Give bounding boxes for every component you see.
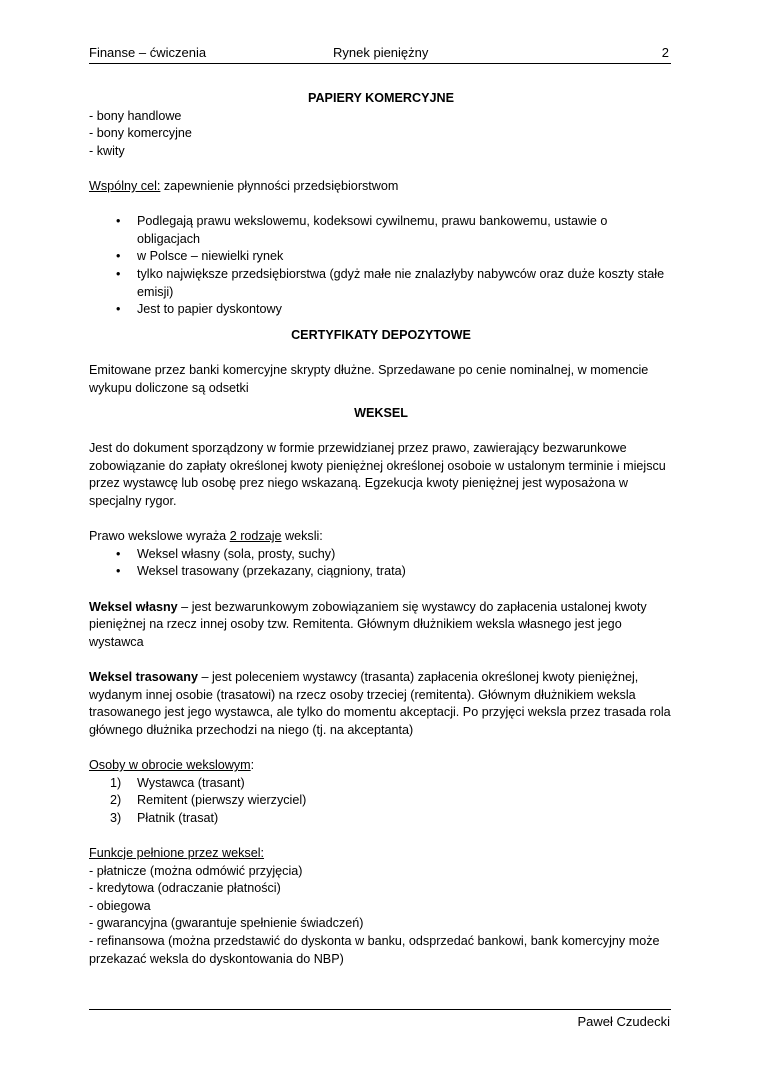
bullet-item: • tylko największe przedsiębiorstwa (gdyż małe nie znalazłyby nabywców oraz duże koszty stałe emisji) xyxy=(89,266,673,301)
kinds-intro-text: Prawo wekslowe wyraża xyxy=(89,529,230,544)
weksel-trasowany-paragraph xyxy=(89,669,673,739)
term-weksel-wlasny: Weksel własny xyxy=(89,599,178,614)
item-number: 3) xyxy=(110,810,122,825)
goal-paragraph xyxy=(89,178,673,196)
list-item: - kwity xyxy=(89,143,125,158)
list-item: - płatnicze (można odmówić przyjęcia) xyxy=(89,863,303,878)
goal-text: zapewnienie płynności przedsiębiorstwom xyxy=(160,178,399,193)
header-course-title: Finanse – ćwiczenia xyxy=(89,45,207,60)
persons-heading xyxy=(89,757,673,775)
page-header xyxy=(89,45,671,64)
list-item: - bony komercyjne xyxy=(89,126,192,141)
document-body xyxy=(89,90,673,968)
kinds-count: 2 rodzaje xyxy=(229,529,282,544)
weksel-trasowany-text: – jest poleceniem wystawcy (trasanta) zapłacenia określonej kwoty pieniężnej, wydanym innej osobie (trasatowi) na rzecz osoby trzeciej (remitenta). Głównym dłużnikiem weksla trasowanego jest jego wystawca, ale tylko do momentu akceptacji. Po przyjęci weksla przez trasada rola głównego dłużnika przechodzi na niego (tj. na akceptanta) xyxy=(89,670,671,737)
bullet-item: • Weksel własny (sola, prosty, suchy) xyxy=(89,546,673,564)
goal-label: Wspólny cel: xyxy=(89,178,161,193)
section-title-weksel: WEKSEL xyxy=(354,406,408,421)
item-number: 1) xyxy=(110,775,122,790)
numbered-item xyxy=(89,810,673,828)
numbered-item xyxy=(89,775,673,793)
weksel-kinds-intro xyxy=(89,528,673,546)
list-item: - bony handlowe xyxy=(89,108,182,123)
list-item: - kredytowa (odraczanie płatności) xyxy=(89,881,281,896)
header-page-number: 2 xyxy=(661,45,669,60)
list-item: - refinansowa (można przedstawić do dyskonta w banku, odsprzedać bankowi, bank komercyjny może przekazać weksla do dyskontowania do NBP) xyxy=(89,933,660,966)
item-number: 2) xyxy=(110,793,122,808)
footer-author: Paweł Czudecki xyxy=(577,1014,670,1029)
certyfikaty-paragraph: Emitowane przez banki komercyjne skrypty dłużne. Sprzedawane po cenie nominalnej, w momencie wykupu doliczone są odsetki xyxy=(89,362,649,395)
item-text: Wystawca (trasant) xyxy=(137,775,245,790)
list-item: - obiegowa xyxy=(89,898,151,913)
header-topic: Rynek pieniężny xyxy=(333,45,429,60)
bullet-item: • Podlegają prawu wekslowemu, kodeksowi cywilnemu, prawu bankowemu, ustawie o obligacjach xyxy=(89,213,673,248)
section-title-certyfikaty: CERTYFIKATY DEPOZYTOWE xyxy=(291,327,471,342)
bullet-item: • Jest to papier dyskontowy xyxy=(89,301,673,319)
list-item: - gwarancyjna (gwarantuje spełnienie świadczeń) xyxy=(89,916,364,931)
functions-label: Funkcje pełnione przez weksel: xyxy=(89,845,265,860)
kinds-intro-text-end: weksli: xyxy=(281,529,323,544)
weksel-definition: Jest do dokument sporządzony w formie przewidzianej przez prawo, zawierający bezwarunkowe zobowiązanie do zapłaty określonej kwoty pieniężnej określonej osoboie w ustalonym terminie i miejscu przez wystawcę lub osobę prez niego wskazaną. Egzekucja kwoty pieniężnej jest wyposażona w specjalny rygor. xyxy=(89,441,666,509)
persons-colon: : xyxy=(250,757,255,772)
section-title-papiery: PAPIERY KOMERCYJNE xyxy=(307,91,455,105)
footer-divider xyxy=(89,1009,671,1010)
persons-label: Osoby w obrocie wekslowym xyxy=(89,757,251,772)
item-text: Remitent (pierwszy wierzyciel) xyxy=(137,793,307,808)
item-text: Płatnik (trasat) xyxy=(137,810,219,825)
persons-list xyxy=(89,775,673,828)
numbered-item xyxy=(89,792,673,810)
term-weksel-trasowany: Weksel trasowany xyxy=(89,670,198,684)
weksel-wlasny-text: – jest bezwarunkowym zobowiązaniem się wystawcy do zapłacenia ustalonej kwoty pieniężnej na rzecz innej osoby tzw. Remitenta. Głównym dłużnikiem weksla własnego jest jego wystawca xyxy=(89,599,647,649)
papiery-bullet-list xyxy=(89,213,673,319)
weksel-kinds-list xyxy=(89,546,673,581)
bullet-item: • Weksel trasowany (przekazany, ciągniony, trata) xyxy=(89,563,673,581)
weksel-wlasny-paragraph xyxy=(89,599,673,652)
bullet-item: • w Polsce – niewielki rynek xyxy=(89,248,673,266)
